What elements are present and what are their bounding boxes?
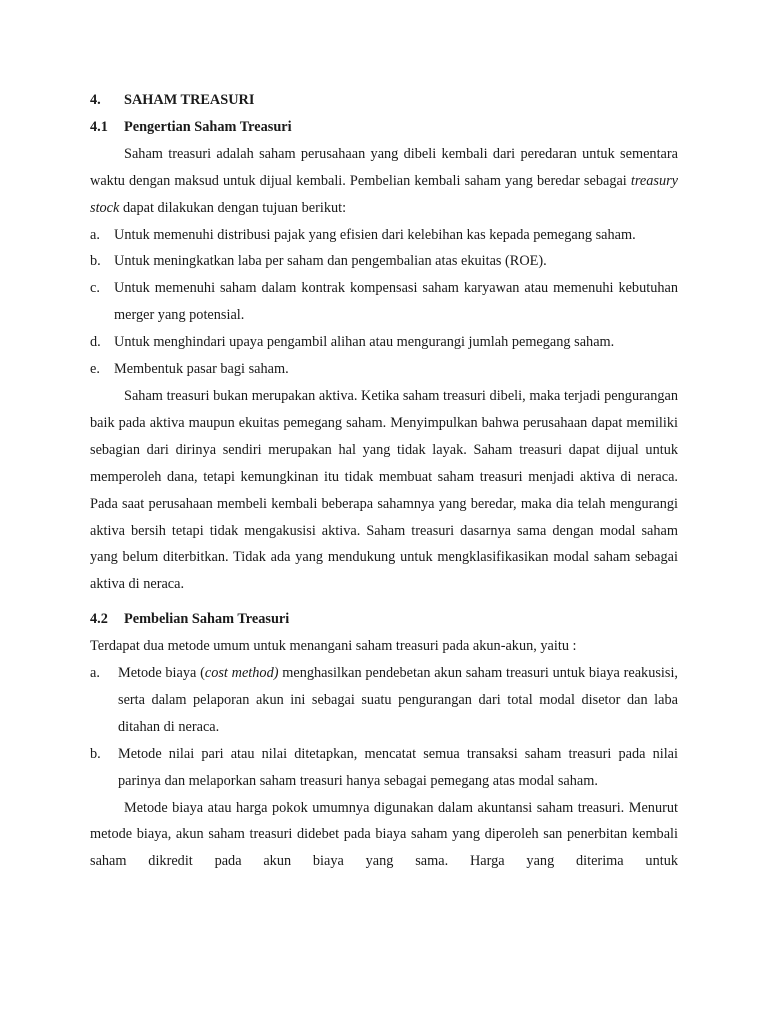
subsection-heading-4-1 — [90, 114, 678, 141]
subsection-number: 4.2 — [90, 611, 108, 628]
list-marker: b. — [90, 745, 101, 762]
list-item-b — [90, 248, 678, 275]
method-a-italic-term: cost method) — [204, 665, 279, 682]
subsection-title: Pembelian Saham Treasuri — [124, 611, 290, 628]
list-marker: a. — [90, 665, 100, 682]
intro-text-before: Saham treasuri adalah saham perusahaan yang dibeli kembali dari peredaran untuk sementara waktu dengan maksud untuk dijual kembali. Pembelian kembali saham yang beredar sebagai — [90, 145, 678, 189]
list-item-text: Untuk memenuhi distribusi pajak yang efisien dari kelebihan kas kepada pemegang saham. — [114, 226, 636, 243]
method-item-a — [90, 660, 678, 741]
list-marker: d. — [90, 334, 101, 351]
intro-italic-term: treasury stock — [90, 172, 678, 216]
method-item-text — [118, 660, 678, 741]
method-item-b — [90, 741, 678, 795]
list-item-text: Untuk menghindari upaya pengambil alihan atau mengurangi jumlah pemegang saham. — [114, 334, 615, 351]
section-number: 4. — [90, 92, 101, 108]
body-paragraph-2: Saham treasuri bukan merupakan aktiva. Ketika saham treasuri dibeli, maka terjadi pengurangan baik pada aktiva maupun ekuitas pemegang saham. Menyimpulkan bahwa perusahaan dapat memiliki sebagian dari dirinya sendiri merupakan hal yang tidak layak. Saham treasuri dapat dijual untuk memperoleh dana, tetapi kemungkinan itu tidak membuat saham treasuri menjadi aktiva di neraca. Pada saat perusahaan membeli kembali beberapa sahamnya yang beredar, maka dia telah mengurangi aktiva bersih tetapi tidak mengakusisi aktiva. Saham treasuri dasarnya sama dengan modal saham yang belum diterbitkan. Tidak ada yang mendukung untuk mengklasifikasikan modal saham sebagai aktiva di neraca. — [90, 387, 678, 593]
body-paragraph-3: Metode biaya atau harga pokok umumnya digunakan dalam akuntansi saham treasuri. Menurut metode biaya, akun saham treasuri didebet pada biaya saham yang diperoleh san penerbitan kembali saham dikredit pada akun biaya yang sama. Harga yang diterima untuk — [90, 799, 678, 870]
list-item-text: Untuk memenuhi saham dalam kontrak kompensasi saham karyawan atau memenuhi kebutuhan merger yang potensial. — [114, 280, 678, 324]
list-item-text: Untuk meningkatkan laba per saham dan pengembalian atas ekuitas (ROE). — [114, 253, 547, 270]
method-a-text-before: Metode biaya ( — [118, 665, 205, 682]
list-marker: a. — [90, 226, 100, 243]
section-heading — [90, 87, 678, 114]
intro-paragraph — [90, 141, 678, 222]
list-item-e — [90, 356, 678, 383]
list-item-c — [90, 275, 678, 329]
list-marker: c. — [90, 280, 100, 297]
method-a-text-after: menghasilkan pendebetan akun saham treasuri untuk biaya reakusisi, serta dalam pelaporan akun ini sebagai suatu pengurangan dari total modal disetor dan laba ditahan di neraca. — [118, 665, 678, 735]
method-item-text: Metode nilai pari atau nilai ditetapkan, mencatat semua transaksi saham treasuri pada nilai parinya dan melaporkan saham treasuri hanya sebagai pemegang atas modal saham. — [118, 745, 678, 789]
list-item-a — [90, 222, 678, 249]
list-item-text: Membentuk pasar bagi saham. — [114, 361, 289, 378]
subsection-heading-4-2 — [90, 606, 678, 633]
list-marker: e. — [90, 361, 100, 378]
section-title: SAHAM TREASURI — [124, 92, 255, 108]
list-marker: b. — [90, 253, 101, 270]
subsection-title: Pengertian Saham Treasuri — [124, 118, 292, 135]
section-gap — [90, 598, 678, 606]
methods-intro: Terdapat dua metode umum untuk menangani saham treasuri pada akun-akun, yaitu : — [90, 638, 577, 655]
subsection-number: 4.1 — [90, 118, 108, 135]
intro-text-after: dapat dilakukan dengan tujuan berikut: — [119, 199, 347, 216]
list-item-d — [90, 329, 678, 356]
